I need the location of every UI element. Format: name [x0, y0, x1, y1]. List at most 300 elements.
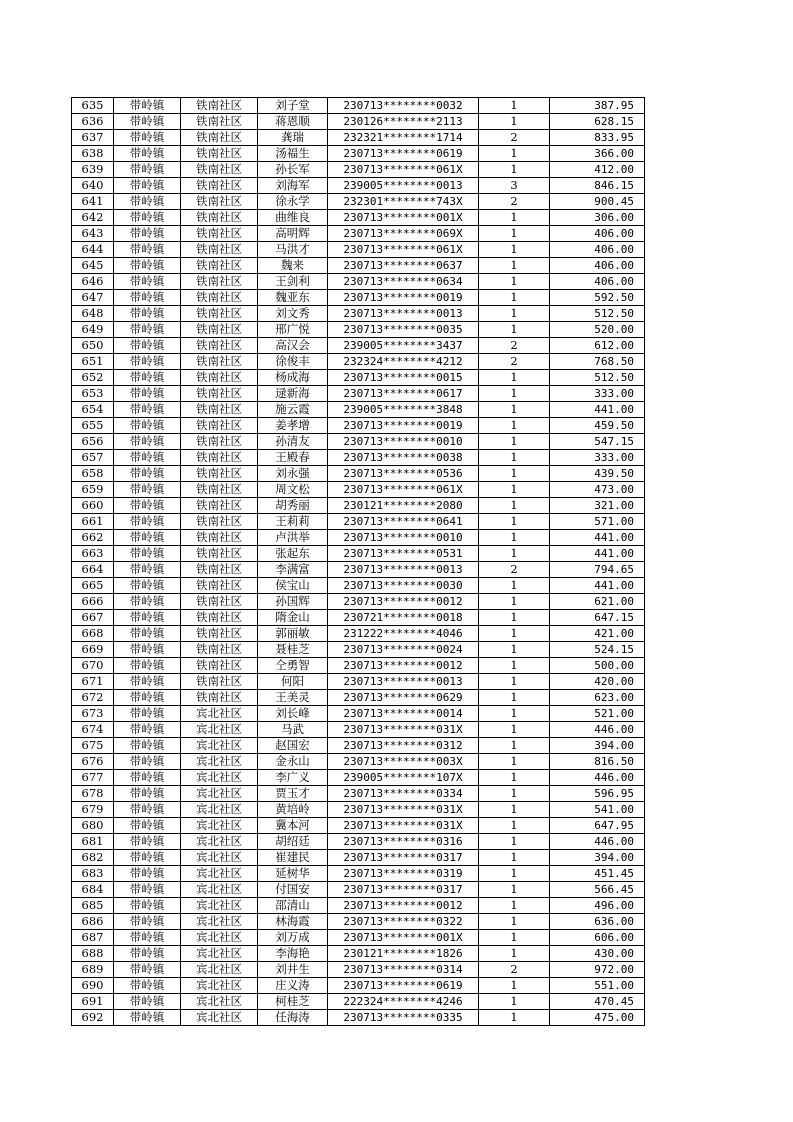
- table-row: [72, 738, 645, 754]
- id-number-cell: 230713********003X: [328, 754, 479, 770]
- id-number-cell: 230713********069X: [328, 226, 479, 242]
- id-number-cell: 230713********0019: [328, 418, 479, 434]
- id-number-cell: 230121********1826: [328, 946, 479, 962]
- row-number-cell: 662: [72, 530, 114, 546]
- person-name-cell: 赵国宏: [258, 738, 328, 754]
- town-cell: 带岭镇: [114, 530, 181, 546]
- town-cell: 带岭镇: [114, 850, 181, 866]
- amount-cell: 623.00: [550, 690, 645, 706]
- row-number-cell: 640: [72, 178, 114, 194]
- table-row: [72, 402, 645, 418]
- row-number-cell: 649: [72, 322, 114, 338]
- amount-cell: 406.00: [550, 242, 645, 258]
- table-row: [72, 338, 645, 354]
- amount-cell: 333.00: [550, 450, 645, 466]
- id-number-cell: 230713********0317: [328, 850, 479, 866]
- community-cell: 铁南社区: [181, 226, 258, 242]
- table-row: [72, 514, 645, 530]
- household-size-cell: 2: [479, 354, 550, 370]
- person-name-cell: 姜孝增: [258, 418, 328, 434]
- community-cell: 铁南社区: [181, 338, 258, 354]
- amount-cell: 420.00: [550, 674, 645, 690]
- community-cell: 宾北社区: [181, 866, 258, 882]
- community-cell: 铁南社区: [181, 114, 258, 130]
- row-number-cell: 657: [72, 450, 114, 466]
- community-cell: 宾北社区: [181, 946, 258, 962]
- community-cell: 铁南社区: [181, 370, 258, 386]
- id-number-cell: 230713********0629: [328, 690, 479, 706]
- amount-cell: 833.95: [550, 130, 645, 146]
- community-cell: 宾北社区: [181, 1010, 258, 1026]
- household-size-cell: 1: [479, 514, 550, 530]
- town-cell: 带岭镇: [114, 98, 181, 114]
- id-number-cell: 230713********0316: [328, 834, 479, 850]
- town-cell: 带岭镇: [114, 258, 181, 274]
- row-number-cell: 644: [72, 242, 114, 258]
- amount-cell: 421.00: [550, 626, 645, 642]
- community-cell: 铁南社区: [181, 258, 258, 274]
- town-cell: 带岭镇: [114, 946, 181, 962]
- household-size-cell: 1: [479, 834, 550, 850]
- id-number-cell: 230713********0013: [328, 674, 479, 690]
- person-name-cell: 黄培岭: [258, 802, 328, 818]
- amount-cell: 430.00: [550, 946, 645, 962]
- person-name-cell: 逯新海: [258, 386, 328, 402]
- household-size-cell: 1: [479, 898, 550, 914]
- community-cell: 铁南社区: [181, 418, 258, 434]
- amount-cell: 541.00: [550, 802, 645, 818]
- amount-cell: 571.00: [550, 514, 645, 530]
- table-row: [72, 722, 645, 738]
- amount-cell: 475.00: [550, 1010, 645, 1026]
- community-cell: 宾北社区: [181, 818, 258, 834]
- row-number-cell: 654: [72, 402, 114, 418]
- table-row: [72, 130, 645, 146]
- household-size-cell: 1: [479, 258, 550, 274]
- amount-cell: 500.00: [550, 658, 645, 674]
- household-size-cell: 1: [479, 530, 550, 546]
- household-size-cell: 1: [479, 578, 550, 594]
- id-number-cell: 230713********0038: [328, 450, 479, 466]
- row-number-cell: 689: [72, 962, 114, 978]
- household-size-cell: 1: [479, 498, 550, 514]
- household-size-cell: 1: [479, 946, 550, 962]
- person-name-cell: 孙清友: [258, 434, 328, 450]
- amount-cell: 439.50: [550, 466, 645, 482]
- household-size-cell: 1: [479, 866, 550, 882]
- person-name-cell: 刘万成: [258, 930, 328, 946]
- community-cell: 宾北社区: [181, 914, 258, 930]
- household-size-cell: 1: [479, 850, 550, 866]
- row-number-cell: 642: [72, 210, 114, 226]
- amount-cell: 596.95: [550, 786, 645, 802]
- community-cell: 宾北社区: [181, 706, 258, 722]
- town-cell: 带岭镇: [114, 194, 181, 210]
- id-number-cell: 230713********0314: [328, 962, 479, 978]
- table-row: [72, 834, 645, 850]
- town-cell: 带岭镇: [114, 210, 181, 226]
- household-size-cell: 1: [479, 322, 550, 338]
- row-number-cell: 646: [72, 274, 114, 290]
- id-number-cell: 230713********031X: [328, 802, 479, 818]
- household-size-cell: 1: [479, 786, 550, 802]
- table-row: [72, 978, 645, 994]
- community-cell: 铁南社区: [181, 98, 258, 114]
- row-number-cell: 659: [72, 482, 114, 498]
- community-cell: 铁南社区: [181, 578, 258, 594]
- person-name-cell: 何阳: [258, 674, 328, 690]
- community-cell: 宾北社区: [181, 882, 258, 898]
- row-number-cell: 668: [72, 626, 114, 642]
- table-row: [72, 674, 645, 690]
- row-number-cell: 637: [72, 130, 114, 146]
- community-cell: 铁南社区: [181, 162, 258, 178]
- row-number-cell: 661: [72, 514, 114, 530]
- person-name-cell: 任海涛: [258, 1010, 328, 1026]
- id-number-cell: 230713********0312: [328, 738, 479, 754]
- table-row: [72, 690, 645, 706]
- table-row: [72, 850, 645, 866]
- person-name-cell: 龚瑞: [258, 130, 328, 146]
- row-number-cell: 656: [72, 434, 114, 450]
- household-size-cell: 1: [479, 994, 550, 1010]
- id-number-cell: 230713********001X: [328, 930, 479, 946]
- table-row: [72, 866, 645, 882]
- row-number-cell: 638: [72, 146, 114, 162]
- id-number-cell: 232301********743X: [328, 194, 479, 210]
- row-number-cell: 643: [72, 226, 114, 242]
- amount-cell: 794.65: [550, 562, 645, 578]
- id-number-cell: 230713********0619: [328, 978, 479, 994]
- id-number-cell: 230713********0024: [328, 642, 479, 658]
- person-name-cell: 徐俊丰: [258, 354, 328, 370]
- town-cell: 带岭镇: [114, 146, 181, 162]
- row-number-cell: 655: [72, 418, 114, 434]
- person-name-cell: 刘永强: [258, 466, 328, 482]
- person-name-cell: 蒋恩顺: [258, 114, 328, 130]
- amount-cell: 441.00: [550, 546, 645, 562]
- table-row: [72, 1010, 645, 1026]
- household-size-cell: 1: [479, 882, 550, 898]
- table-row: [72, 642, 645, 658]
- household-size-cell: 1: [479, 770, 550, 786]
- row-number-cell: 667: [72, 610, 114, 626]
- town-cell: 带岭镇: [114, 722, 181, 738]
- town-cell: 带岭镇: [114, 626, 181, 642]
- community-cell: 铁南社区: [181, 546, 258, 562]
- table-row: [72, 706, 645, 722]
- amount-cell: 612.00: [550, 338, 645, 354]
- amount-cell: 387.95: [550, 98, 645, 114]
- household-size-cell: 2: [479, 130, 550, 146]
- household-size-cell: 1: [479, 706, 550, 722]
- amount-cell: 406.00: [550, 258, 645, 274]
- community-cell: 宾北社区: [181, 850, 258, 866]
- table-row: [72, 786, 645, 802]
- amount-cell: 846.15: [550, 178, 645, 194]
- table-row: [72, 114, 645, 130]
- household-size-cell: 1: [479, 690, 550, 706]
- person-name-cell: 贾玉才: [258, 786, 328, 802]
- amount-cell: 592.50: [550, 290, 645, 306]
- table-row: [72, 370, 645, 386]
- person-name-cell: 侯宝山: [258, 578, 328, 594]
- household-size-cell: 1: [479, 210, 550, 226]
- person-name-cell: 孙国辉: [258, 594, 328, 610]
- id-number-cell: 230713********0019: [328, 290, 479, 306]
- amount-cell: 473.00: [550, 482, 645, 498]
- household-size-cell: 1: [479, 658, 550, 674]
- amount-cell: 647.95: [550, 818, 645, 834]
- person-name-cell: 刘子堂: [258, 98, 328, 114]
- table-row: [72, 658, 645, 674]
- town-cell: 带岭镇: [114, 642, 181, 658]
- id-number-cell: 231222********4046: [328, 626, 479, 642]
- id-number-cell: 230713********0013: [328, 562, 479, 578]
- town-cell: 带岭镇: [114, 402, 181, 418]
- town-cell: 带岭镇: [114, 738, 181, 754]
- town-cell: 带岭镇: [114, 658, 181, 674]
- household-size-cell: 2: [479, 962, 550, 978]
- table-row: [72, 242, 645, 258]
- town-cell: 带岭镇: [114, 818, 181, 834]
- household-size-cell: 1: [479, 1010, 550, 1026]
- row-number-cell: 692: [72, 1010, 114, 1026]
- community-cell: 铁南社区: [181, 626, 258, 642]
- household-size-cell: 2: [479, 562, 550, 578]
- amount-cell: 972.00: [550, 962, 645, 978]
- household-size-cell: 1: [479, 978, 550, 994]
- town-cell: 带岭镇: [114, 434, 181, 450]
- amount-cell: 647.15: [550, 610, 645, 626]
- person-name-cell: 庄义涛: [258, 978, 328, 994]
- amount-cell: 406.00: [550, 226, 645, 242]
- town-cell: 带岭镇: [114, 162, 181, 178]
- amount-cell: 441.00: [550, 530, 645, 546]
- town-cell: 带岭镇: [114, 114, 181, 130]
- community-cell: 铁南社区: [181, 210, 258, 226]
- community-cell: 宾北社区: [181, 754, 258, 770]
- id-number-cell: 230713********031X: [328, 818, 479, 834]
- row-number-cell: 685: [72, 898, 114, 914]
- table-row: [72, 914, 645, 930]
- table-row: [72, 946, 645, 962]
- row-number-cell: 658: [72, 466, 114, 482]
- community-cell: 铁南社区: [181, 674, 258, 690]
- household-size-cell: 1: [479, 626, 550, 642]
- person-name-cell: 刘海军: [258, 178, 328, 194]
- id-number-cell: 230713********0015: [328, 370, 479, 386]
- row-number-cell: 665: [72, 578, 114, 594]
- row-number-cell: 679: [72, 802, 114, 818]
- community-cell: 铁南社区: [181, 178, 258, 194]
- amount-cell: 512.50: [550, 370, 645, 386]
- person-name-cell: 聂桂芝: [258, 642, 328, 658]
- person-name-cell: 孙长军: [258, 162, 328, 178]
- table-row: [72, 802, 645, 818]
- data-table: [71, 97, 645, 1026]
- table-row: [72, 562, 645, 578]
- person-name-cell: 李海艳: [258, 946, 328, 962]
- row-number-cell: 676: [72, 754, 114, 770]
- row-number-cell: 683: [72, 866, 114, 882]
- town-cell: 带岭镇: [114, 418, 181, 434]
- row-number-cell: 645: [72, 258, 114, 274]
- town-cell: 带岭镇: [114, 498, 181, 514]
- town-cell: 带岭镇: [114, 546, 181, 562]
- person-name-cell: 周文松: [258, 482, 328, 498]
- id-number-cell: 230713********0317: [328, 882, 479, 898]
- person-name-cell: 刘长峰: [258, 706, 328, 722]
- household-size-cell: 2: [479, 338, 550, 354]
- id-number-cell: 230713********0322: [328, 914, 479, 930]
- household-size-cell: 1: [479, 114, 550, 130]
- community-cell: 铁南社区: [181, 690, 258, 706]
- household-size-cell: 1: [479, 226, 550, 242]
- table-row: [72, 578, 645, 594]
- id-number-cell: 230713********0319: [328, 866, 479, 882]
- table-row: [72, 322, 645, 338]
- community-cell: 铁南社区: [181, 658, 258, 674]
- town-cell: 带岭镇: [114, 962, 181, 978]
- town-cell: 带岭镇: [114, 386, 181, 402]
- row-number-cell: 688: [72, 946, 114, 962]
- town-cell: 带岭镇: [114, 690, 181, 706]
- person-name-cell: 冀本河: [258, 818, 328, 834]
- id-number-cell: 230713********0619: [328, 146, 479, 162]
- household-size-cell: 1: [479, 914, 550, 930]
- household-size-cell: 1: [479, 306, 550, 322]
- amount-cell: 446.00: [550, 722, 645, 738]
- amount-cell: 394.00: [550, 850, 645, 866]
- community-cell: 铁南社区: [181, 482, 258, 498]
- amount-cell: 459.50: [550, 418, 645, 434]
- id-number-cell: 230126********2113: [328, 114, 479, 130]
- row-number-cell: 680: [72, 818, 114, 834]
- row-number-cell: 687: [72, 930, 114, 946]
- community-cell: 铁南社区: [181, 242, 258, 258]
- community-cell: 铁南社区: [181, 594, 258, 610]
- amount-cell: 621.00: [550, 594, 645, 610]
- table-row: [72, 434, 645, 450]
- amount-cell: 768.50: [550, 354, 645, 370]
- town-cell: 带岭镇: [114, 514, 181, 530]
- town-cell: 带岭镇: [114, 994, 181, 1010]
- household-size-cell: 1: [479, 722, 550, 738]
- person-name-cell: 马洪才: [258, 242, 328, 258]
- person-name-cell: 邢广悦: [258, 322, 328, 338]
- town-cell: 带岭镇: [114, 274, 181, 290]
- amount-cell: 321.00: [550, 498, 645, 514]
- person-name-cell: 金永山: [258, 754, 328, 770]
- person-name-cell: 李广义: [258, 770, 328, 786]
- id-number-cell: 230713********0030: [328, 578, 479, 594]
- person-name-cell: 李满富: [258, 562, 328, 578]
- community-cell: 铁南社区: [181, 386, 258, 402]
- row-number-cell: 652: [72, 370, 114, 386]
- row-number-cell: 684: [72, 882, 114, 898]
- town-cell: 带岭镇: [114, 914, 181, 930]
- row-number-cell: 653: [72, 386, 114, 402]
- household-size-cell: 1: [479, 818, 550, 834]
- town-cell: 带岭镇: [114, 898, 181, 914]
- table-row: [72, 610, 645, 626]
- id-number-cell: 230713********0010: [328, 530, 479, 546]
- town-cell: 带岭镇: [114, 978, 181, 994]
- person-name-cell: 付国安: [258, 882, 328, 898]
- id-number-cell: 230713********0637: [328, 258, 479, 274]
- town-cell: 带岭镇: [114, 338, 181, 354]
- community-cell: 铁南社区: [181, 130, 258, 146]
- id-number-cell: 222324********4246: [328, 994, 479, 1010]
- table-row: [72, 418, 645, 434]
- person-name-cell: 王莉莉: [258, 514, 328, 530]
- household-size-cell: 1: [479, 594, 550, 610]
- town-cell: 带岭镇: [114, 882, 181, 898]
- household-size-cell: 1: [479, 402, 550, 418]
- community-cell: 铁南社区: [181, 562, 258, 578]
- table-row: [72, 306, 645, 322]
- table-row: [72, 162, 645, 178]
- household-size-cell: 1: [479, 738, 550, 754]
- community-cell: 铁南社区: [181, 466, 258, 482]
- town-cell: 带岭镇: [114, 754, 181, 770]
- person-name-cell: 隋金山: [258, 610, 328, 626]
- person-name-cell: 郭丽敏: [258, 626, 328, 642]
- household-size-cell: 1: [479, 162, 550, 178]
- id-number-cell: 239005********107X: [328, 770, 479, 786]
- household-size-cell: 3: [479, 178, 550, 194]
- row-number-cell: 691: [72, 994, 114, 1010]
- town-cell: 带岭镇: [114, 770, 181, 786]
- table-row: [72, 626, 645, 642]
- id-number-cell: 230713********061X: [328, 162, 479, 178]
- table-row: [72, 194, 645, 210]
- town-cell: 带岭镇: [114, 1010, 181, 1026]
- amount-cell: 520.00: [550, 322, 645, 338]
- community-cell: 铁南社区: [181, 434, 258, 450]
- community-cell: 铁南社区: [181, 450, 258, 466]
- table-row: [72, 930, 645, 946]
- person-name-cell: 徐永学: [258, 194, 328, 210]
- household-size-cell: 1: [479, 450, 550, 466]
- household-size-cell: 1: [479, 642, 550, 658]
- household-size-cell: 1: [479, 434, 550, 450]
- town-cell: 带岭镇: [114, 466, 181, 482]
- row-number-cell: 671: [72, 674, 114, 690]
- row-number-cell: 682: [72, 850, 114, 866]
- amount-cell: 551.00: [550, 978, 645, 994]
- town-cell: 带岭镇: [114, 306, 181, 322]
- household-size-cell: 1: [479, 98, 550, 114]
- community-cell: 宾北社区: [181, 786, 258, 802]
- id-number-cell: 230721********0018: [328, 610, 479, 626]
- household-size-cell: 1: [479, 674, 550, 690]
- community-cell: 铁南社区: [181, 354, 258, 370]
- id-number-cell: 230713********0014: [328, 706, 479, 722]
- town-cell: 带岭镇: [114, 786, 181, 802]
- amount-cell: 636.00: [550, 914, 645, 930]
- id-number-cell: 232324********4212: [328, 354, 479, 370]
- person-name-cell: 柯桂芝: [258, 994, 328, 1010]
- id-number-cell: 230713********0012: [328, 594, 479, 610]
- id-number-cell: 239005********0013: [328, 178, 479, 194]
- community-cell: 宾北社区: [181, 978, 258, 994]
- table-row: [72, 818, 645, 834]
- row-number-cell: 674: [72, 722, 114, 738]
- id-number-cell: 239005********3437: [328, 338, 479, 354]
- id-number-cell: 230713********0531: [328, 546, 479, 562]
